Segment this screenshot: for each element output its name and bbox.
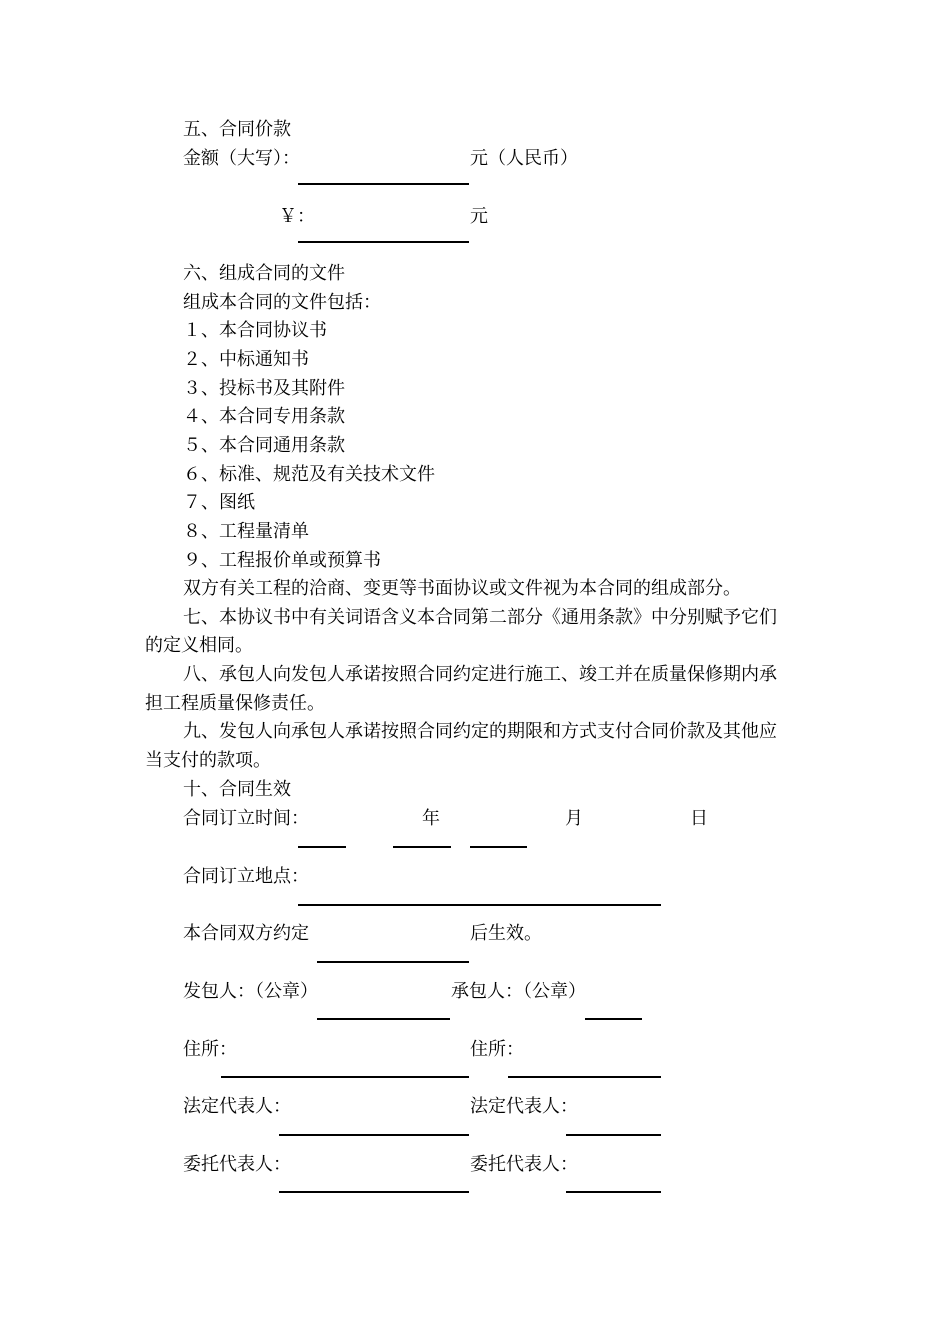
- employer-label: 发包人：（公章）: [183, 981, 318, 1002]
- section9-line1: 九、发包人向承包人承诺按照合同约定的期限和方式支付合同价款及其他应: [183, 721, 777, 742]
- place-label: 合同订立地点：: [183, 866, 309, 887]
- section7-line1: 七、本协议书中有关词语含义本合同第二部分《通用条款》中分别赋予它们: [183, 607, 777, 628]
- employer-legal-rep-blank[interactable]: [279, 1134, 469, 1136]
- day-label: 日: [690, 808, 708, 829]
- list-item: ５、本合同通用条款: [183, 435, 345, 456]
- section6-note: 双方有关工程的洽商、变更等书面协议或文件视为本合同的组成部分。: [183, 578, 741, 599]
- section9-line2: 当支付的款项。: [145, 750, 271, 771]
- employer-legal-rep-label: 法定代表人：: [183, 1096, 291, 1117]
- amount-blank[interactable]: [298, 183, 469, 185]
- contractor-legal-rep-blank[interactable]: [566, 1134, 661, 1136]
- contractor-label: 承包人：（公章）: [451, 981, 586, 1002]
- day-blank[interactable]: [470, 846, 527, 848]
- contractor-seal-blank[interactable]: [585, 1018, 642, 1020]
- employer-seal-blank[interactable]: [317, 1018, 450, 1020]
- section8-line1: 八、承包人向发包人承诺按照合同约定进行施工、竣工并在质量保修期内承: [183, 664, 777, 685]
- amount-unit: 元（人民币）: [470, 148, 578, 169]
- contractor-address-label: 住所：: [470, 1039, 524, 1060]
- section6-intro: 组成本合同的文件包括：: [183, 292, 381, 313]
- list-item: ６、标准、规范及有关技术文件: [183, 464, 435, 485]
- amount-label: 金额（大写）：: [183, 148, 300, 169]
- month-label: 月: [565, 808, 583, 829]
- effective-blank[interactable]: [317, 961, 469, 963]
- contractor-agent-label: 委托代表人：: [470, 1154, 578, 1175]
- effective-suffix: 后生效。: [470, 923, 542, 944]
- place-blank[interactable]: [298, 904, 661, 906]
- list-item: ８、工程量清单: [183, 521, 309, 542]
- yen-blank[interactable]: [298, 241, 469, 243]
- list-item: ４、本合同专用条款: [183, 406, 345, 427]
- yen-unit: 元: [470, 206, 488, 227]
- contractor-legal-rep-label: 法定代表人：: [470, 1096, 578, 1117]
- section6-heading: 六、组成合同的文件: [183, 263, 345, 284]
- year-blank[interactable]: [298, 846, 346, 848]
- year-label: 年: [422, 808, 440, 829]
- list-item: ７、图纸: [183, 492, 255, 513]
- section7-line2: 的定义相同。: [145, 635, 253, 656]
- employer-agent-label: 委托代表人：: [183, 1154, 291, 1175]
- section10-heading: 十、合同生效: [183, 779, 291, 800]
- effective-prefix: 本合同双方约定: [183, 923, 309, 944]
- employer-address-label: 住所：: [183, 1039, 237, 1060]
- section5-heading: 五、合同价款: [183, 119, 291, 140]
- date-label: 合同订立时间：: [183, 808, 309, 829]
- month-blank[interactable]: [393, 846, 451, 848]
- employer-address-blank[interactable]: [221, 1076, 469, 1078]
- contractor-address-blank[interactable]: [508, 1076, 661, 1078]
- list-item: ３、投标书及其附件: [183, 378, 345, 399]
- yen-label: ￥：: [279, 206, 315, 227]
- list-item: １、本合同协议书: [183, 320, 327, 341]
- contractor-agent-blank[interactable]: [566, 1191, 661, 1193]
- employer-agent-blank[interactable]: [279, 1191, 469, 1193]
- section8-line2: 担工程质量保修责任。: [145, 693, 325, 714]
- list-item: ９、工程报价单或预算书: [183, 550, 381, 571]
- list-item: ２、中标通知书: [183, 349, 309, 370]
